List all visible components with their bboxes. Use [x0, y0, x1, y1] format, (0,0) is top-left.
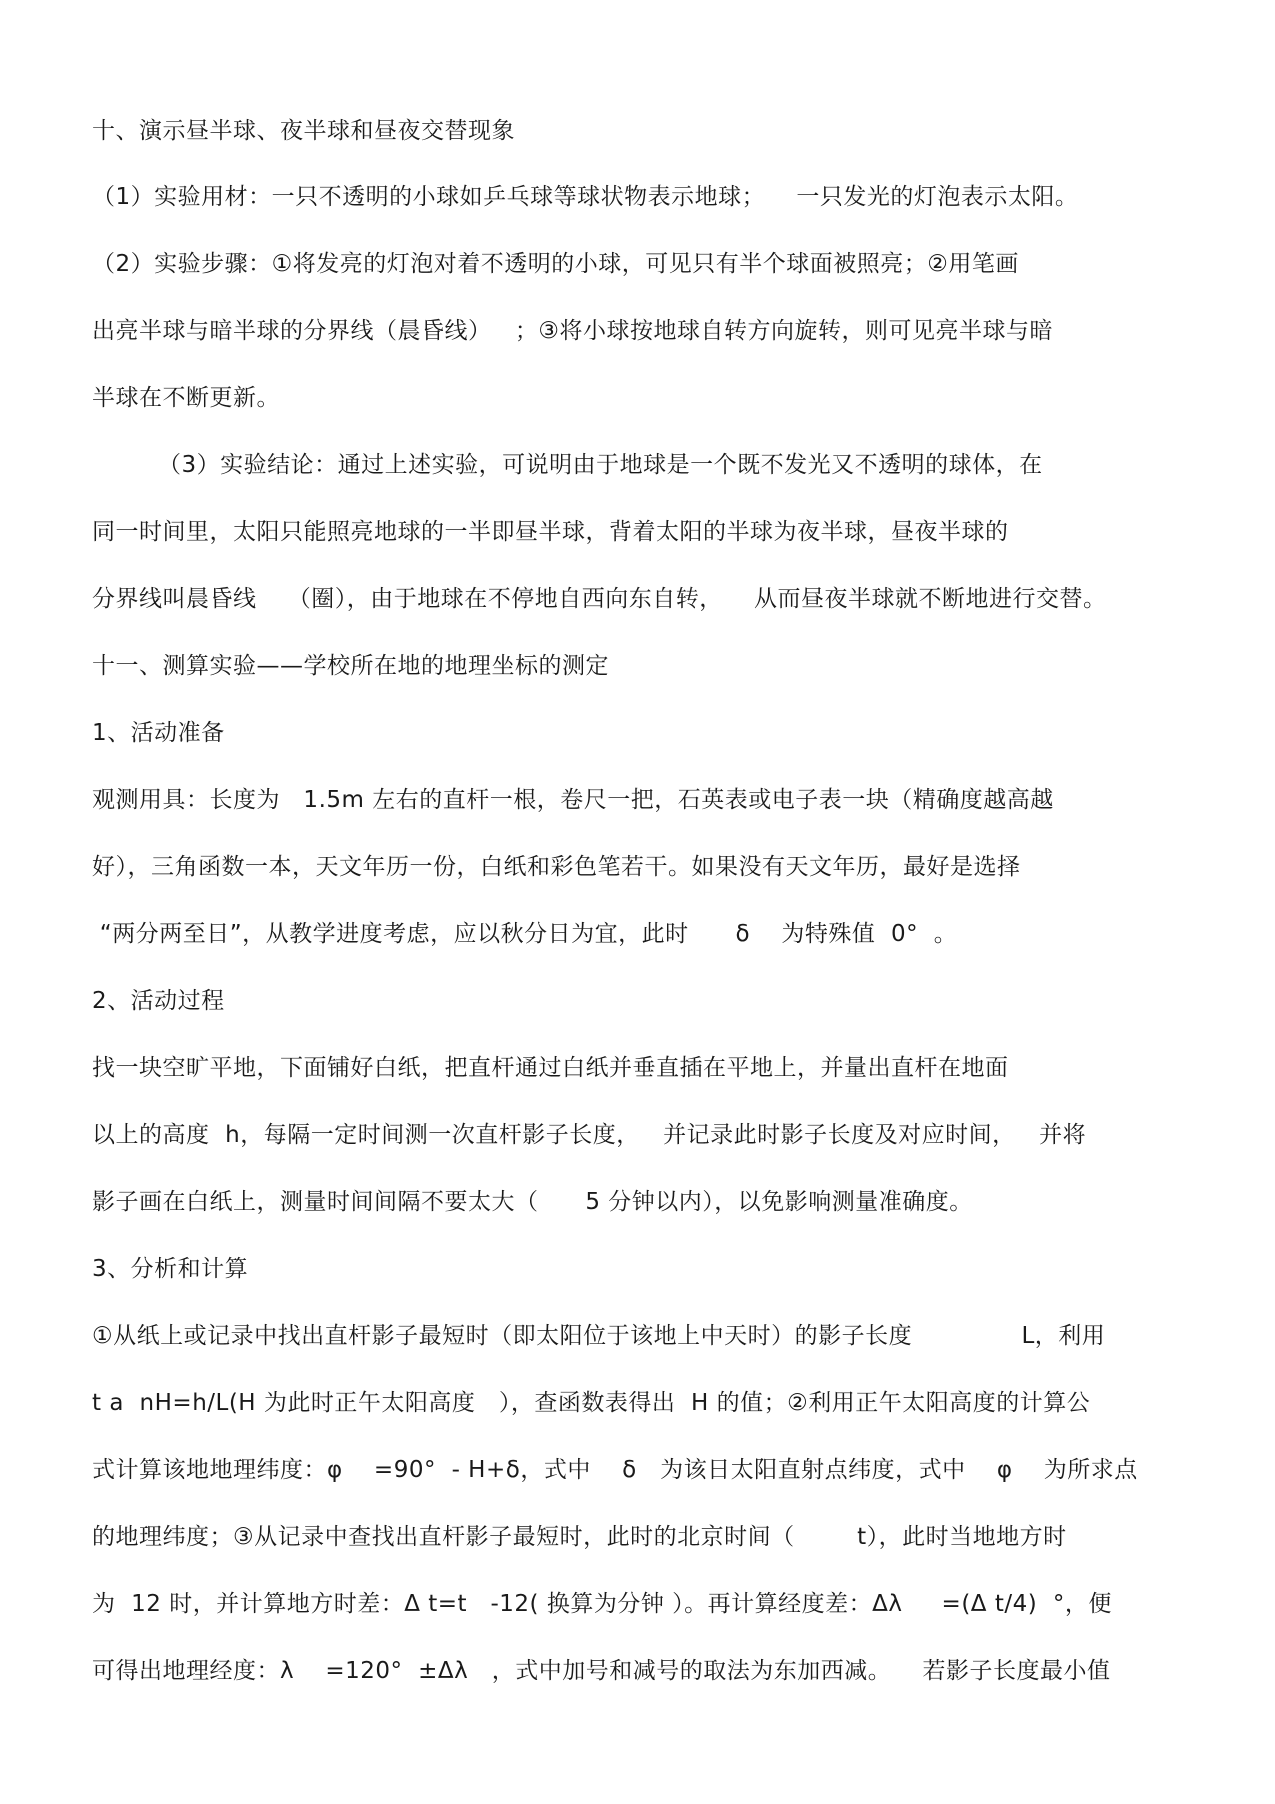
text-line: （1）实验用材：一只不透明的小球如乒乓球等球状物表示地球； 一只发光的灯泡表示太阳。: [92, 184, 1079, 210]
text-line: 的地理纬度；③从记录中查找出直杆影子最短时，此时的北京时间（ t），此时当地地方时: [92, 1524, 1067, 1550]
text-line: 同一时间里，太阳只能照亮地球的一半即昼半球，背着太阳的半球为夜半球，昼夜半球的: [92, 519, 1009, 545]
text-line: 影子画在白纸上，测量时间间隔不要太大（ 5 分钟以内），以免影响测量准确度。: [92, 1189, 973, 1215]
text-line: （2）实验步骤：①将发亮的灯泡对着不透明的小球，可见只有半个球面被照亮；②用笔画: [92, 251, 1019, 277]
text-line: 半球在不断更新。: [92, 385, 280, 411]
section-heading-11: 十一、测算实验——学校所在地的地理坐标的测定: [92, 653, 609, 679]
text-line: 为 12 时，并计算地方时差：Δ t=t -12( 换算为分钟 ）。再计算经度差：Δλ =(Δ t/4) °，便: [92, 1591, 1112, 1617]
subsection-heading: 1、活动准备: [92, 720, 225, 746]
text-line: t a nH=h/L(H 为此时正午太阳高度 ），查函数表得出 H 的值；②利用正午太阳高度的计算公: [92, 1390, 1091, 1416]
text-line: 出亮半球与暗半球的分界线（晨昏线） ；③将小球按地球自转方向旋转，则可见亮半球与暗: [92, 318, 1054, 344]
subsection-heading: 2、活动过程: [92, 988, 225, 1014]
text-line: 分界线叫晨昏线 （圈），由于地球在不停地自西向东自转， 从而昼夜半球就不断地进行交替。: [92, 586, 1107, 612]
text-line: 观测用具：长度为 1.5m 左右的直杆一根，卷尺一把，石英表或电子表一块（精确度越高越: [92, 787, 1054, 813]
text-line: 式计算该地地理纬度：φ =90° - H+δ，式中 δ 为该日太阳直射点纬度，式中 φ 为所求点: [92, 1457, 1138, 1483]
text-line: 可得出地理经度：λ =120° ±Δλ ，式中加号和减号的取法为东加西减。 若影子长度最小值: [92, 1658, 1111, 1684]
section-heading-10: 十、演示昼半球、夜半球和昼夜交替现象: [92, 118, 515, 144]
text-line: 好），三角函数一本，天文年历一份，白纸和彩色笔若干。如果没有天文年历，最好是选择: [92, 854, 1021, 880]
subsection-heading: 3、分析和计算: [92, 1256, 249, 1282]
text-line: “两分两至日”，从教学进度考虑，应以秋分日为宜，此时 δ 为特殊值 0° 。: [92, 921, 958, 947]
text-line: （3）实验结论：通过上述实验，可说明由于地球是一个既不发光又不透明的球体，在: [158, 452, 1043, 478]
text-line: 以上的高度 h，每隔一定时间测一次直杆影子长度， 并记录此时影子长度及对应时间， 并将: [92, 1122, 1087, 1148]
text-line: 找一块空旷平地，下面铺好白纸，把直杆通过白纸并垂直插在平地上，并量出直杆在地面: [92, 1055, 1009, 1081]
text-line: ①从纸上或记录中找出直杆影子最短时（即太阳位于该地上中天时）的影子长度 L，利用: [92, 1323, 1106, 1349]
